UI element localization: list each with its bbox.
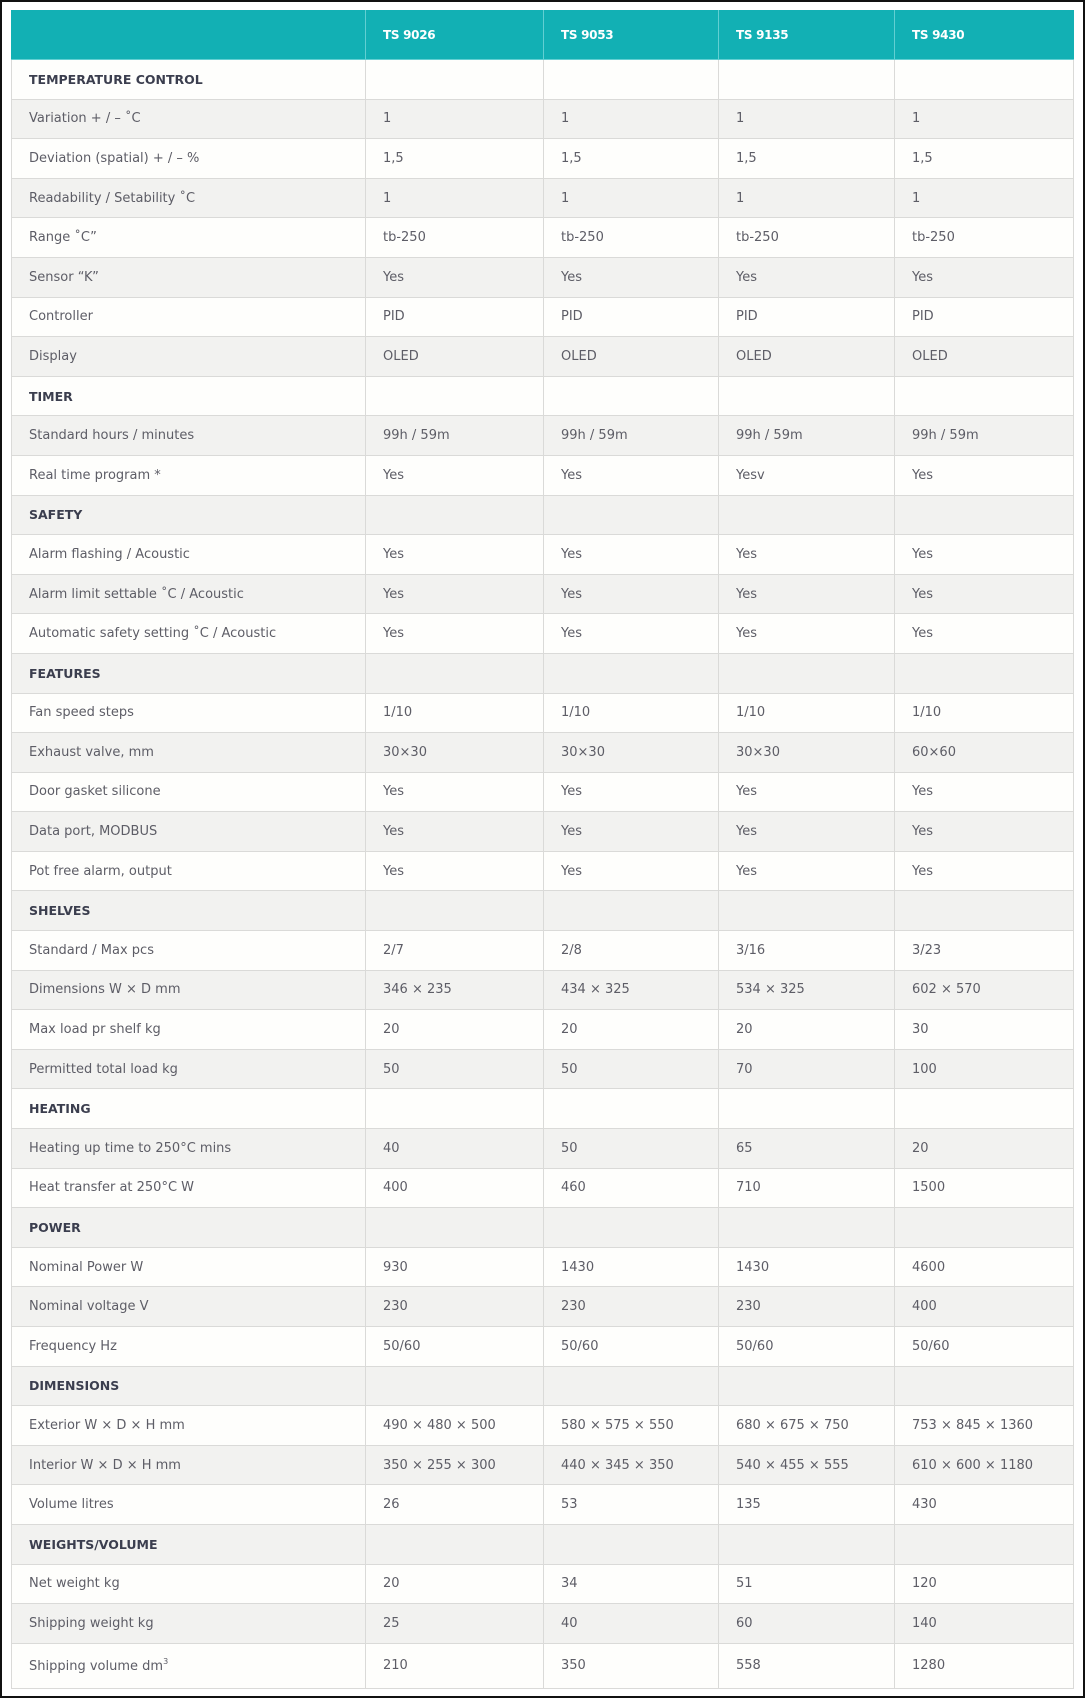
spec-label xyxy=(12,416,366,456)
section-title xyxy=(12,891,366,931)
spec-label xyxy=(12,139,366,179)
section-header-row xyxy=(12,1089,1074,1129)
spec-value-ts9430 xyxy=(895,891,1074,931)
spec-value-ts9430: 610 × 600 × 1180 xyxy=(895,1445,1074,1485)
spec-value-ts9053: 99h / 59m xyxy=(544,416,719,456)
spec-value-ts9053: Yes xyxy=(544,772,719,812)
spec-table-body xyxy=(12,60,1074,1689)
spec-value-ts9053: 50 xyxy=(544,1129,719,1169)
label-text: Pot free alarm, output xyxy=(29,863,172,879)
spec-label xyxy=(12,1643,366,1688)
spec-label xyxy=(12,1010,366,1050)
label-text: Nominal Power W xyxy=(29,1259,144,1275)
spec-value-ts9053 xyxy=(544,1524,719,1564)
spec-label xyxy=(12,257,366,297)
spec-label xyxy=(12,1129,366,1169)
spec-value-ts9053: Yes xyxy=(544,257,719,297)
label-text: Automatic safety setting ˚C / Acoustic xyxy=(29,626,277,642)
spec-value-ts9430: Yes xyxy=(895,574,1074,614)
label-text: Shipping weight kg xyxy=(29,1615,154,1631)
spec-value-ts9026: 230 xyxy=(366,1287,544,1327)
label-text: Exterior W × D × H mm xyxy=(29,1417,185,1433)
spec-label xyxy=(12,970,366,1010)
spec-value-ts9430: 30 xyxy=(895,1010,1074,1050)
spec-value-ts9053: OLED xyxy=(544,337,719,377)
spec-value-ts9026: 50 xyxy=(366,1049,544,1089)
section-title xyxy=(12,60,366,100)
spec-value-ts9135: 710 xyxy=(719,1168,895,1208)
spec-value-ts9053: 1/10 xyxy=(544,693,719,733)
spec-value-ts9430: 1280 xyxy=(895,1643,1074,1688)
table-row xyxy=(12,1604,1074,1644)
spec-value-ts9053: PID xyxy=(544,297,719,337)
spec-value-ts9135 xyxy=(719,1366,895,1406)
spec-value-ts9026: 350 × 255 × 300 xyxy=(366,1445,544,1485)
table-row xyxy=(12,1129,1074,1169)
spec-value-ts9430: PID xyxy=(895,297,1074,337)
spec-label xyxy=(12,772,366,812)
spec-value-ts9430: 430 xyxy=(895,1485,1074,1525)
table-row xyxy=(12,297,1074,337)
spec-value-ts9430 xyxy=(895,376,1074,416)
spec-value-ts9135: Yes xyxy=(719,851,895,891)
spec-value-ts9430 xyxy=(895,495,1074,535)
spec-value-ts9053: 1,5 xyxy=(544,139,719,179)
spec-value-ts9053: 434 × 325 xyxy=(544,970,719,1010)
section-title xyxy=(12,1524,366,1564)
label-text: Readability / Setability ˚C xyxy=(29,190,196,206)
spec-label xyxy=(12,1564,366,1604)
spec-value-ts9430 xyxy=(895,1366,1074,1406)
spec-value-ts9053: Yes xyxy=(544,614,719,654)
spec-value-ts9135: Yes xyxy=(719,574,895,614)
spec-value-ts9430: 60×60 xyxy=(895,733,1074,773)
spec-value-ts9026 xyxy=(366,60,544,100)
spec-value-ts9430: Yes xyxy=(895,455,1074,495)
spec-value-ts9053: 1 xyxy=(544,99,719,139)
spec-value-ts9053: 40 xyxy=(544,1604,719,1644)
table-row xyxy=(12,535,1074,575)
spec-value-ts9026: Yes xyxy=(366,851,544,891)
spec-value-ts9430 xyxy=(895,1089,1074,1129)
section-title xyxy=(12,1366,366,1406)
spec-value-ts9135: Yes xyxy=(719,614,895,654)
table-row xyxy=(12,218,1074,258)
spec-value-ts9430: Yes xyxy=(895,614,1074,654)
spec-value-ts9430: 4600 xyxy=(895,1247,1074,1287)
spec-value-ts9135: Yes xyxy=(719,257,895,297)
header-cell-ts9135: TS 9135 xyxy=(719,10,895,60)
spec-value-ts9053: 50 xyxy=(544,1049,719,1089)
spec-value-ts9026: 1/10 xyxy=(366,693,544,733)
section-header-row xyxy=(12,495,1074,535)
spec-value-ts9430: 1 xyxy=(895,99,1074,139)
spec-value-ts9135: 135 xyxy=(719,1485,895,1525)
spec-value-ts9053: 20 xyxy=(544,1010,719,1050)
label-text: TEMPERATURE CONTROL xyxy=(29,71,203,87)
table-row xyxy=(12,614,1074,654)
section-title xyxy=(12,1208,366,1248)
label-text: Fan speed steps xyxy=(29,705,134,721)
spec-value-ts9026: 490 × 480 × 500 xyxy=(366,1406,544,1446)
spec-value-ts9135: Yesv xyxy=(719,455,895,495)
spec-label xyxy=(12,99,366,139)
header-row xyxy=(12,10,1074,60)
label-text: SAFETY xyxy=(29,507,83,523)
table-row xyxy=(12,970,1074,1010)
spec-label xyxy=(12,297,366,337)
spec-label xyxy=(12,1406,366,1446)
label-text: POWER xyxy=(29,1220,81,1236)
spec-label xyxy=(12,1287,366,1327)
table-row xyxy=(12,1406,1074,1446)
spec-label xyxy=(12,1445,366,1485)
spec-value-ts9135 xyxy=(719,376,895,416)
table-row xyxy=(12,1168,1074,1208)
label-text: Standard / Max pcs xyxy=(29,942,154,958)
spec-value-ts9430: 400 xyxy=(895,1287,1074,1327)
table-row xyxy=(12,257,1074,297)
spec-value-ts9135: 230 xyxy=(719,1287,895,1327)
spec-label xyxy=(12,614,366,654)
label-text: Real time program * xyxy=(29,467,161,483)
label-text: Range ˚C” xyxy=(29,230,97,246)
spec-value-ts9430 xyxy=(895,1208,1074,1248)
table-row xyxy=(12,1049,1074,1089)
spec-value-ts9026: Yes xyxy=(366,535,544,575)
spec-value-ts9053: Yes xyxy=(544,535,719,575)
table-row xyxy=(12,693,1074,733)
spec-value-ts9135: 1/10 xyxy=(719,693,895,733)
spec-value-ts9026: Yes xyxy=(366,614,544,654)
spec-label xyxy=(12,812,366,852)
label-text: HEATING xyxy=(29,1101,91,1117)
table-row xyxy=(12,1564,1074,1604)
spec-value-ts9026: 99h / 59m xyxy=(366,416,544,456)
spec-value-ts9430: Yes xyxy=(895,812,1074,852)
spec-value-ts9135 xyxy=(719,495,895,535)
spec-value-ts9135: 3/16 xyxy=(719,931,895,971)
spec-value-ts9135: 51 xyxy=(719,1564,895,1604)
table-row xyxy=(12,1643,1074,1688)
table-row xyxy=(12,99,1074,139)
spec-value-ts9053: 2/8 xyxy=(544,931,719,971)
spec-value-ts9135: 534 × 325 xyxy=(719,970,895,1010)
section-header-row xyxy=(12,891,1074,931)
spec-value-ts9053: 440 × 345 × 350 xyxy=(544,1445,719,1485)
spec-value-ts9135: 70 xyxy=(719,1049,895,1089)
section-header-row xyxy=(12,1524,1074,1564)
label-text: Max load pr shelf kg xyxy=(29,1022,161,1038)
spec-value-ts9026 xyxy=(366,1366,544,1406)
table-row xyxy=(12,139,1074,179)
spec-value-ts9053: Yes xyxy=(544,812,719,852)
spec-value-ts9026 xyxy=(366,376,544,416)
header-cell-ts9430: TS 9430 xyxy=(895,10,1074,60)
spec-value-ts9430: OLED xyxy=(895,337,1074,377)
label-text: Data port, MODBUS xyxy=(29,824,158,840)
label-text: TIMER xyxy=(29,388,73,404)
spec-label xyxy=(12,1485,366,1525)
spec-value-ts9026: 346 × 235 xyxy=(366,970,544,1010)
spec-value-ts9135: Yes xyxy=(719,772,895,812)
spec-value-ts9053: 34 xyxy=(544,1564,719,1604)
label-text: WEIGHTS/VOLUME xyxy=(29,1536,158,1552)
spec-value-ts9135: OLED xyxy=(719,337,895,377)
spec-label xyxy=(12,455,366,495)
table-row xyxy=(12,1287,1074,1327)
spec-value-ts9135 xyxy=(719,1089,895,1129)
table-row xyxy=(12,178,1074,218)
spec-value-ts9053: 230 xyxy=(544,1287,719,1327)
spec-label xyxy=(12,218,366,258)
label-text: Variation + / – ˚C xyxy=(29,111,141,127)
label-text: Alarm limit settable ˚C / Acoustic xyxy=(29,586,244,602)
label-text: Dimensions W × D mm xyxy=(29,982,181,998)
spec-value-ts9053: 1 xyxy=(544,178,719,218)
spec-value-ts9053: 350 xyxy=(544,1643,719,1688)
label-text: Net weight kg xyxy=(29,1576,120,1592)
spec-value-ts9053: 30×30 xyxy=(544,733,719,773)
spec-value-ts9026: Yes xyxy=(366,772,544,812)
table-row xyxy=(12,851,1074,891)
spec-value-ts9135: Yes xyxy=(719,535,895,575)
label-text: Exhaust valve, mm xyxy=(29,744,154,760)
section-title xyxy=(12,376,366,416)
spec-value-ts9053: 460 xyxy=(544,1168,719,1208)
spec-value-ts9026: 25 xyxy=(366,1604,544,1644)
label-text: Door gasket silicone xyxy=(29,784,161,800)
spec-value-ts9053: tb-250 xyxy=(544,218,719,258)
label-text: Heat transfer at 250°C W xyxy=(29,1180,195,1196)
spec-value-ts9430: 120 xyxy=(895,1564,1074,1604)
spec-label xyxy=(12,1604,366,1644)
spec-value-ts9026: tb-250 xyxy=(366,218,544,258)
spec-value-ts9053: 53 xyxy=(544,1485,719,1525)
spec-label xyxy=(12,178,366,218)
spec-value-ts9026 xyxy=(366,1208,544,1248)
table-row xyxy=(12,1010,1074,1050)
spec-value-ts9430: 1500 xyxy=(895,1168,1074,1208)
spec-value-ts9053: 580 × 575 × 550 xyxy=(544,1406,719,1446)
spec-value-ts9026: 50/60 xyxy=(366,1327,544,1367)
spec-value-ts9053 xyxy=(544,376,719,416)
label-text: Display xyxy=(29,348,77,364)
spec-value-ts9135: 20 xyxy=(719,1010,895,1050)
spec-label xyxy=(12,1049,366,1089)
label-text: Heating up time to 250°C mins xyxy=(29,1140,232,1156)
table-row xyxy=(12,812,1074,852)
spec-value-ts9135: PID xyxy=(719,297,895,337)
spec-value-ts9430: Yes xyxy=(895,851,1074,891)
section-header-row xyxy=(12,653,1074,693)
spec-value-ts9430: tb-250 xyxy=(895,218,1074,258)
table-row xyxy=(12,337,1074,377)
spec-value-ts9430: Yes xyxy=(895,535,1074,575)
spec-value-ts9026: Yes xyxy=(366,574,544,614)
spec-value-ts9135: 558 xyxy=(719,1643,895,1688)
section-header-row xyxy=(12,1366,1074,1406)
spec-label xyxy=(12,535,366,575)
spec-value-ts9053: Yes xyxy=(544,851,719,891)
spec-value-ts9053 xyxy=(544,653,719,693)
spec-value-ts9026 xyxy=(366,495,544,535)
spec-value-ts9135: 1430 xyxy=(719,1247,895,1287)
label-text: Sensor “K” xyxy=(29,269,99,285)
spec-value-ts9026 xyxy=(366,1089,544,1129)
table-row xyxy=(12,1445,1074,1485)
spec-value-ts9430: 3/23 xyxy=(895,931,1074,971)
spec-value-ts9053 xyxy=(544,891,719,931)
label-text: Deviation (spatial) + / – % xyxy=(29,150,200,166)
table-row xyxy=(12,772,1074,812)
spec-value-ts9026: 26 xyxy=(366,1485,544,1525)
table-row xyxy=(12,1247,1074,1287)
spec-value-ts9135: 65 xyxy=(719,1129,895,1169)
label-text: SHELVES xyxy=(29,903,91,919)
spec-value-ts9430: Yes xyxy=(895,257,1074,297)
spec-value-ts9135: 680 × 675 × 750 xyxy=(719,1406,895,1446)
spec-label xyxy=(12,1168,366,1208)
label-text: Shipping volume dm xyxy=(29,1659,164,1675)
superscript: 3 xyxy=(163,1657,169,1667)
section-title xyxy=(12,495,366,535)
spec-value-ts9026: 1 xyxy=(366,99,544,139)
label-text: Nominal voltage V xyxy=(29,1299,149,1315)
spec-value-ts9135: 1,5 xyxy=(719,139,895,179)
spec-value-ts9430: 1/10 xyxy=(895,693,1074,733)
spec-value-ts9135: 50/60 xyxy=(719,1327,895,1367)
header-cell-ts9053: TS 9053 xyxy=(544,10,719,60)
spec-value-ts9135: 99h / 59m xyxy=(719,416,895,456)
spec-value-ts9135: 1 xyxy=(719,178,895,218)
spec-value-ts9026: 930 xyxy=(366,1247,544,1287)
section-title xyxy=(12,653,366,693)
spec-value-ts9053 xyxy=(544,60,719,100)
spec-value-ts9026 xyxy=(366,891,544,931)
label-text: Alarm flashing / Acoustic xyxy=(29,546,190,562)
spec-label xyxy=(12,931,366,971)
table-row xyxy=(12,1485,1074,1525)
spec-value-ts9135: tb-250 xyxy=(719,218,895,258)
spec-value-ts9026: 20 xyxy=(366,1564,544,1604)
spec-value-ts9430: 1 xyxy=(895,178,1074,218)
spec-value-ts9430: 602 × 570 xyxy=(895,970,1074,1010)
table-row xyxy=(12,455,1074,495)
label-text: Interior W × D × H mm xyxy=(29,1457,181,1473)
spec-label xyxy=(12,733,366,773)
spec-value-ts9026: Yes xyxy=(366,455,544,495)
spec-value-ts9430: Yes xyxy=(895,772,1074,812)
spec-value-ts9026: Yes xyxy=(366,812,544,852)
table-row xyxy=(12,416,1074,456)
spec-label xyxy=(12,693,366,733)
spec-value-ts9026: PID xyxy=(366,297,544,337)
table-row xyxy=(12,1327,1074,1367)
spec-value-ts9053: Yes xyxy=(544,574,719,614)
table-row xyxy=(12,574,1074,614)
spec-value-ts9430 xyxy=(895,1524,1074,1564)
spec-value-ts9430: 20 xyxy=(895,1129,1074,1169)
spec-value-ts9135: 60 xyxy=(719,1604,895,1644)
section-header-row xyxy=(12,376,1074,416)
spec-value-ts9026: 40 xyxy=(366,1129,544,1169)
spec-value-ts9430: 753 × 845 × 1360 xyxy=(895,1406,1074,1446)
spec-value-ts9053 xyxy=(544,1208,719,1248)
label-text: FEATURES xyxy=(29,665,101,681)
spec-value-ts9053: 50/60 xyxy=(544,1327,719,1367)
spec-value-ts9053: 1430 xyxy=(544,1247,719,1287)
section-header-row xyxy=(12,60,1074,100)
spec-value-ts9135: 1 xyxy=(719,99,895,139)
label-text: Standard hours / minutes xyxy=(29,428,195,444)
spec-value-ts9026: Yes xyxy=(366,257,544,297)
spec-value-ts9135: Yes xyxy=(719,812,895,852)
spec-value-ts9430 xyxy=(895,653,1074,693)
spec-value-ts9430: 99h / 59m xyxy=(895,416,1074,456)
label-text: Permitted total load kg xyxy=(29,1061,178,1077)
spec-label xyxy=(12,574,366,614)
spec-value-ts9135: 30×30 xyxy=(719,733,895,773)
spec-label xyxy=(12,851,366,891)
spec-value-ts9026: 2/7 xyxy=(366,931,544,971)
table-row xyxy=(12,733,1074,773)
label-text: DIMENSIONS xyxy=(29,1378,120,1394)
spec-value-ts9026: 1 xyxy=(366,178,544,218)
spec-label xyxy=(12,1247,366,1287)
spec-value-ts9135 xyxy=(719,60,895,100)
spec-value-ts9053 xyxy=(544,1089,719,1129)
spec-table xyxy=(11,10,1074,1689)
spec-value-ts9135 xyxy=(719,1208,895,1248)
spec-value-ts9053 xyxy=(544,1366,719,1406)
spec-value-ts9026: 210 xyxy=(366,1643,544,1688)
spec-label xyxy=(12,1327,366,1367)
spec-value-ts9430: 140 xyxy=(895,1604,1074,1644)
spec-label xyxy=(12,337,366,377)
spec-value-ts9026: 400 xyxy=(366,1168,544,1208)
spec-value-ts9053: Yes xyxy=(544,455,719,495)
spec-value-ts9430 xyxy=(895,60,1074,100)
header-cell-ts9026: TS 9026 xyxy=(366,10,544,60)
spec-value-ts9430: 1,5 xyxy=(895,139,1074,179)
spec-value-ts9026: OLED xyxy=(366,337,544,377)
spec-value-ts9135: 540 × 455 × 555 xyxy=(719,1445,895,1485)
spec-value-ts9026: 20 xyxy=(366,1010,544,1050)
spec-value-ts9135 xyxy=(719,1524,895,1564)
spec-value-ts9430: 50/60 xyxy=(895,1327,1074,1367)
spec-value-ts9026: 1,5 xyxy=(366,139,544,179)
label-text: Frequency Hz xyxy=(29,1338,117,1354)
header-cell-blank xyxy=(12,10,366,60)
spec-value-ts9135 xyxy=(719,653,895,693)
label-text: Volume litres xyxy=(29,1497,114,1513)
spec-value-ts9026: 30×30 xyxy=(366,733,544,773)
spec-value-ts9026 xyxy=(366,653,544,693)
section-header-row xyxy=(12,1208,1074,1248)
spec-value-ts9053 xyxy=(544,495,719,535)
label-text: Controller xyxy=(29,309,93,325)
section-title xyxy=(12,1089,366,1129)
spec-value-ts9430: 100 xyxy=(895,1049,1074,1089)
spec-value-ts9135 xyxy=(719,891,895,931)
spec-value-ts9026 xyxy=(366,1524,544,1564)
table-row xyxy=(12,931,1074,971)
